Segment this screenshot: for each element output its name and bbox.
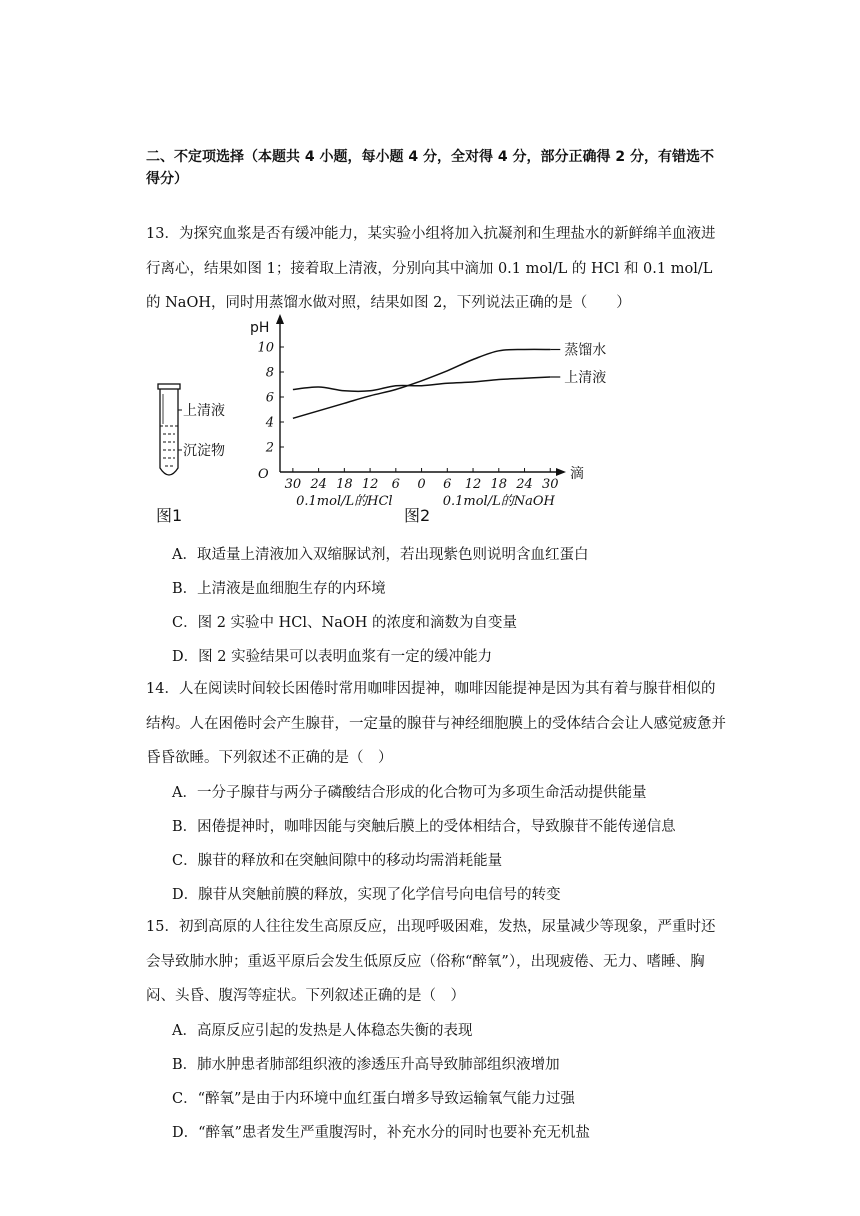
series-label: 蒸馏水 — [564, 342, 606, 359]
x-axis-label: 滴 — [570, 466, 584, 482]
q14-option-b: B．困倦提神时，咖啡因能与突触后膜上的受体相结合，导致腺苷不能传递信息 — [172, 819, 676, 835]
q15-option-c: C．“醉氧”是由于内环境中血红蛋白增多导致运输氧气能力过强 — [172, 1091, 575, 1107]
figure-1-caption: 图1 — [156, 506, 183, 525]
x-tick-label: 0 — [417, 477, 426, 492]
y-tick-label: 10 — [257, 340, 274, 356]
question-13-figure — [146, 306, 606, 532]
label-supernatant: 上清液 — [183, 403, 225, 419]
y-tick-label: 2 — [265, 440, 274, 456]
x-tick-label: 30 — [541, 477, 559, 492]
y-axis-label: pH — [250, 320, 270, 336]
series-line-1 — [293, 349, 550, 418]
x-tick-label: 6 — [443, 477, 452, 492]
x-tick-label: 12 — [464, 477, 482, 492]
section-heading: 二、不定项选择（本题共 4 小题，每小题 4 分，全对得 4 分，部分正确得 2 分，有错选不得分） — [146, 149, 714, 187]
q15-option-b: B．肺水肿患者肺部组织液的渗透压升高导致肺部组织液增加 — [172, 1057, 560, 1073]
y-tick-label: 4 — [265, 415, 274, 431]
x-group-label-hcl: 0.1mol/L的HCl — [296, 494, 393, 509]
q14-option-a: A．一分子腺苷与两分子磷酸结合形成的化合物可为多项生命活动提供能量 — [172, 785, 647, 801]
question-14-stem: 14．人在阅读时间较长困倦时常用咖啡因提神，咖啡因能提神是因为其有着与腺苷相似的结构。人在困倦时会产生腺苷，一定量的腺苷与神经细胞膜上的受体结合会让人感觉疲惫并昏昏欲睡。下列叙述不正确的是（ ） — [146, 681, 726, 766]
x-tick-label: 12 — [361, 477, 379, 492]
x-tick-label: 30 — [284, 477, 302, 492]
label-precipitate: 沉淀物 — [183, 443, 225, 459]
question-15-stem: 15．初到高原的人往往发生高原反应，出现呼吸困难，发热，尿量减少等现象，严重时还会导致肺水肿；重返平原后会发生低原反应（俗称“醉氧”），出现疲倦、无力、嗜睡、胸闷、头昏、腹泻等症状。下列叙述正确的是（ ） — [146, 919, 716, 1004]
q13-option-b: B．上清液是血细胞生存的内环境 — [172, 581, 386, 597]
series-line-2 — [293, 377, 550, 391]
x-tick-label: 18 — [490, 477, 508, 492]
q13-option-c: C．图 2 实验中 HCl、NaOH 的浓度和滴数为自变量 — [172, 615, 517, 631]
test-tube-diagram — [158, 384, 225, 475]
y-axis-arrow — [276, 314, 284, 324]
x-tick-label: 24 — [516, 477, 533, 492]
q15-option-d: D．“醉氧”患者发生严重腹泻时，补充水分的同时也要补充无机盐 — [172, 1125, 590, 1141]
q14-option-d: D．腺苷从突触前膜的释放，实现了化学信号向电信号的转变 — [172, 887, 561, 903]
q13-option-d: D．图 2 实验结果可以表明血浆有一定的缓冲能力 — [172, 649, 493, 665]
q15-option-a: A．高原反应引起的发热是人体稳态失衡的表现 — [172, 1023, 473, 1039]
figure-2-caption: 图2 — [404, 506, 431, 525]
x-tick-label: 6 — [391, 477, 400, 492]
series-lines — [293, 342, 606, 419]
precipitate-texture — [163, 434, 175, 466]
chart — [250, 314, 606, 509]
x-tick-label: 18 — [336, 477, 353, 492]
question-13-stem: 13．为探究血浆是否有缓冲能力，某实验小组将加入抗凝剂和生理盐水的新鲜绵羊血液进行离心，结果如图 1；接着取上清液，分别向其中滴加 0.1 mol/L 的 HCl 和 0.1 mol/L 的 NaOH，同时用蒸馏水做对照，结果如图 2，下列说法正确的是（ ） — [146, 226, 716, 311]
tube-rim — [158, 384, 180, 389]
x-tick-label: 24 — [310, 477, 327, 492]
q13-option-a: A．取适量上清液加入双缩脲试剂，若出现紫色则说明含血红蛋白 — [172, 547, 589, 563]
x-group-label-naoh: 0.1mol/L的NaOH — [442, 494, 555, 509]
series-label: 上清液 — [564, 370, 606, 386]
y-tick-label: 8 — [265, 365, 274, 381]
origin-label: O — [258, 467, 269, 482]
x-axis-arrow — [556, 468, 566, 476]
q14-option-c: C．腺苷的释放和在突触间隙中的移动均需消耗能量 — [172, 853, 503, 869]
figure-svg — [146, 306, 606, 532]
y-tick-label: 6 — [265, 390, 274, 406]
